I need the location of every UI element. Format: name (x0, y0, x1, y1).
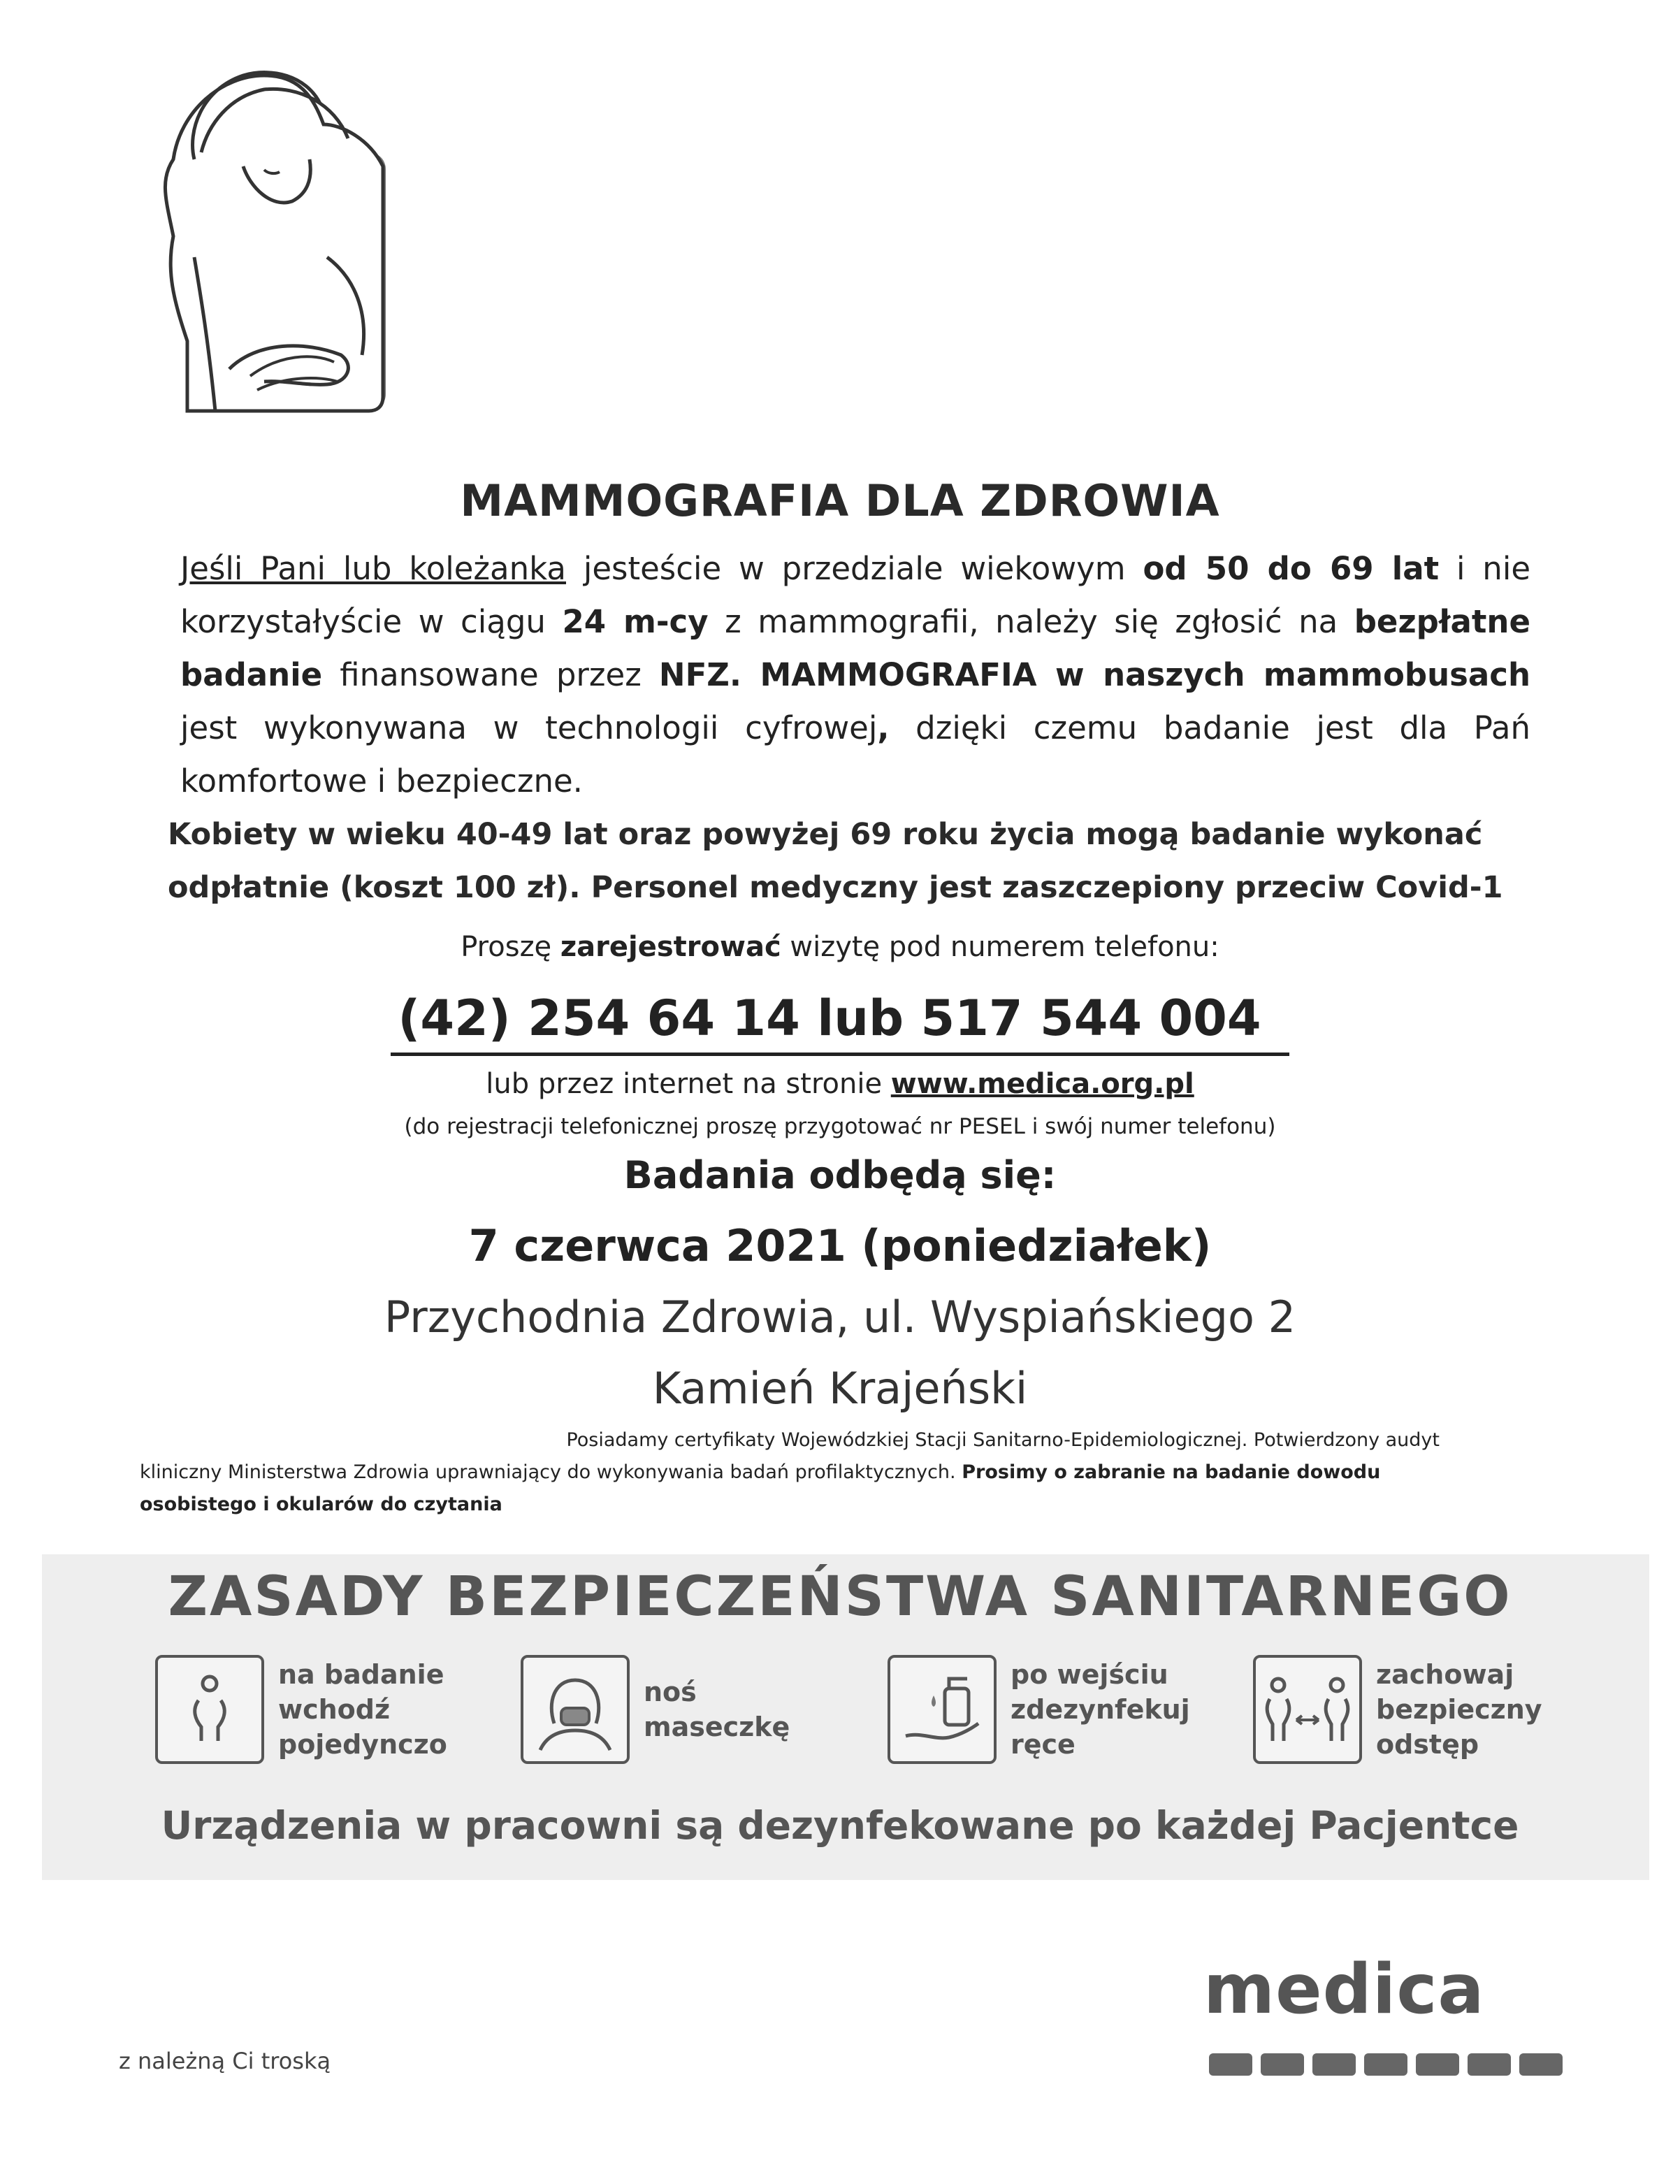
brand-bar (1312, 2053, 1356, 2076)
registration-text: wizytę pod numerem telefonu: (781, 931, 1219, 963)
rule-label: zdezynfekuj (1011, 1694, 1190, 1725)
brand-bar (1364, 2053, 1407, 2076)
hand-sanitizer-icon (888, 1655, 997, 1764)
rule-label: odstęp (1376, 1729, 1479, 1760)
intro-age-range: od 50 do 69 lat (1143, 550, 1440, 587)
brand-bar (1519, 2053, 1563, 2076)
intro-underlined: Jeśli Pani lub koleżanka (180, 550, 566, 587)
rule-label: bezpieczny (1376, 1694, 1542, 1725)
brand-logo: medica (1203, 1950, 1485, 2030)
page-title: MAMMOGRAFIA DLA ZDROWIA (460, 475, 1220, 526)
registration-hint: (do rejestracji telefonicznej proszę przygotować nr PESEL i swój numer telefonu) (404, 1114, 1276, 1139)
certificates-line2: kliniczny Ministerstwa Zdrowia uprawniający do wykonywania badań profilaktycznych. (140, 1461, 962, 1483)
safety-rule-distance (1253, 1655, 1542, 1764)
brand-bars (1209, 2053, 1563, 2076)
safety-rule-mask (521, 1655, 790, 1764)
phone-block (0, 987, 1680, 1056)
intro-text: z mammografii, należy się zgłosić na (708, 603, 1354, 640)
disinfection-note: Urządzenia w pracowni są dezynfekowane po każdej Pacjentce (161, 1803, 1519, 1848)
online-registration (0, 1068, 1680, 1100)
woman-illustration-icon (145, 48, 411, 422)
intro-paragraph (180, 542, 1530, 808)
event-heading: Badania odbędą się: (623, 1153, 1057, 1197)
event-city: Kamień Krajeński (652, 1363, 1028, 1414)
brand-bar (1416, 2053, 1459, 2076)
rule-label: wchodź (278, 1694, 391, 1725)
registration-text: Proszę (461, 931, 560, 963)
online-text: lub przez internet na stronie (486, 1068, 891, 1100)
paid-info: Kobiety w wieku 40-49 lat oraz powyżej 69 roku życia mogą badanie wykonać odpłatnie (koszt 100 zł). Personel medyczny jest zaszczepiony przeciw Covid-1 (168, 817, 1503, 905)
mask-icon (521, 1655, 630, 1764)
event-date: 7 czerwca 2021 (poniedziałek) (468, 1220, 1212, 1271)
distance-icon (1253, 1655, 1362, 1764)
person-icon (155, 1655, 264, 1764)
rule-label: po wejściu (1011, 1659, 1168, 1690)
certificates-line1: Posiadamy certyfikaty Wojewódzkiej Stacji Sanitarno-Epidemiologicznej. Potwierdzony audyt (566, 1429, 1440, 1451)
event-place: Przychodnia Zdrowia, ul. Wyspiańskiego 2 (384, 1292, 1296, 1343)
intro-free-exam: bezpłatne badanie (180, 603, 1530, 693)
rule-label: noś (644, 1677, 697, 1707)
intro-text: jesteście w przedziale wiekowym (566, 550, 1143, 587)
rule-label: zachowaj (1376, 1659, 1514, 1690)
intro-comma: , (877, 709, 890, 746)
rule-label: maseczkę (644, 1712, 790, 1742)
website-link[interactable]: www.medica.org.pl (890, 1068, 1194, 1100)
intro-months: 24 m-cy (562, 603, 709, 640)
intro-text: finansowane przez (322, 656, 659, 693)
intro-text: dzięki czemu badanie jest dla Pań komfortowe i bezpieczne. (180, 709, 1530, 800)
rule-label: pojedynczo (278, 1729, 447, 1760)
certificates-note (140, 1424, 1468, 1521)
brand-bar (1261, 2053, 1304, 2076)
registration-bold: zarejestrować (560, 931, 781, 963)
brand-tagline: z należną Ci troską (119, 2048, 331, 2074)
intro-text: i nie korzystałyście w ciągu (180, 550, 1531, 640)
intro-nfz: NFZ. MAMMOGRAFIA w naszych mammobusach (658, 656, 1530, 693)
brand-bar (1209, 2053, 1252, 2076)
rule-label: ręce (1011, 1729, 1076, 1760)
safety-rule-one-person (155, 1655, 447, 1764)
rule-label: na badanie (278, 1659, 444, 1690)
intro-text: jest wykonywana w technologii cyfrowej (180, 709, 878, 746)
phone-numbers[interactable]: (42) 254 64 14 lub 517 544 004 (391, 987, 1289, 1056)
certificates-bold: Prosimy o zabranie na badanie dowodu osobistego i okularów do czytania (140, 1461, 1381, 1515)
safety-title: ZASADY BEZPIECZEŃSTWA SANITARNEGO (168, 1565, 1512, 1628)
registration-prompt (0, 931, 1680, 963)
brand-bar (1468, 2053, 1511, 2076)
safety-rule-disinfect-hands (888, 1655, 1190, 1764)
